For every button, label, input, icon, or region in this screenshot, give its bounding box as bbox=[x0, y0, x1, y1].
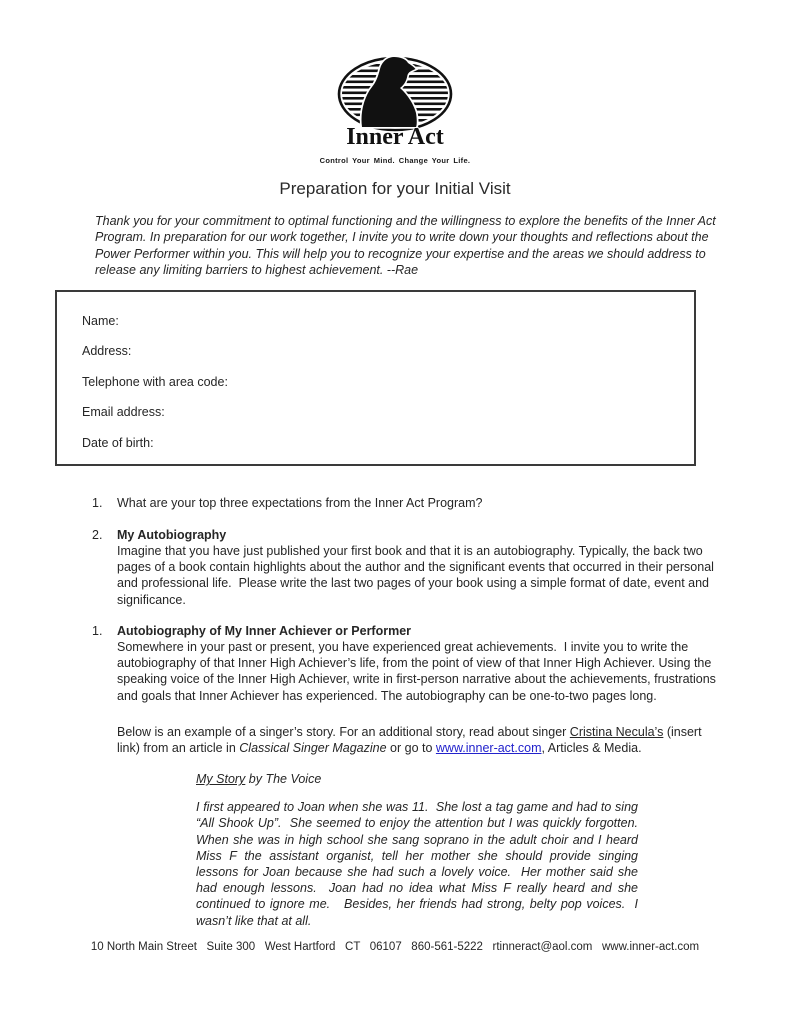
list-item-text: Imagine that you have just published your first book and that it is an autobiography. Typically, the back two pages of a book contain highlights about the author and the significant events that occurred in their personal and professional life. Please write the last two pages of your book using a simple format of date, event and significance. bbox=[117, 544, 718, 607]
story-title-byline: by The Voice bbox=[245, 772, 322, 787]
logo-wordmark: Inner Act bbox=[346, 124, 444, 150]
footer-contact-info: 10 North Main Street Suite 300 West Hartford CT 06107 860-561-5222 rtinneract@aol.com www.inner-act.com bbox=[90, 941, 700, 953]
example-text-1: Below is an example of a singer’s story. For an additional story, read about singer bbox=[117, 724, 570, 739]
telephone-field-label: Telephone with area code: bbox=[82, 374, 228, 389]
list-item-body bbox=[117, 623, 718, 704]
list-number: 1. bbox=[92, 623, 103, 638]
list-item-expectations bbox=[92, 495, 790, 511]
cristina-necula-link[interactable]: Cristina Necula’s bbox=[569, 724, 664, 739]
example-text-4: , Articles & Media. bbox=[541, 741, 642, 756]
list-item-body bbox=[117, 527, 718, 608]
list-item-heading: My Autobiography bbox=[117, 527, 227, 542]
story-body: I first appeared to Joan when she was 11. She lost a tag game and had to sing “All Shook Up”. She seemed to enjoy the attention but I was quickly forgotten. When she was in high school she sang soprano in the adult choir and I heard Miss F the assistant organist, tell her mother she should provide singing lessons for Joan because she had such a lovely voice. Her mother said she had enough lessons. Joan had no idea what Miss F really heard and she continued to ignore me. Besides, her friends had strong, belty pop voices. I wasn’t like that at all. bbox=[196, 800, 645, 928]
intro-paragraph: Thank you for your commitment to optimal functioning and the willingness to explore the benefits of the Inner Act Program. In preparation for our work together, I invite you to write down your thoughts and reflections about the Power Performer within you. This will help you to recognize your expertise and the areas we should address to release any limiting barriers to highest achievement. --Rae bbox=[95, 214, 720, 278]
list-item-text: What are your top three expectations from the Inner Act Program? bbox=[117, 495, 483, 510]
example-text-2: (insert link) from an article in bbox=[117, 724, 702, 756]
logo bbox=[0, 0, 790, 165]
magazine-name: Classical Singer Magazine bbox=[239, 741, 387, 756]
questions-list-2 bbox=[0, 623, 790, 704]
name-field-label: Name: bbox=[82, 313, 119, 328]
logo-tagline: Control Your Mind. Change Your Life. bbox=[319, 156, 471, 165]
inner-act-logo-icon bbox=[320, 55, 470, 151]
story-title bbox=[196, 772, 790, 786]
dob-field-label: Date of birth: bbox=[82, 435, 154, 450]
story-title-underlined: My Story bbox=[196, 772, 246, 787]
inner-act-website-link[interactable]: www.inner-act.com bbox=[435, 741, 542, 756]
list-item-inner-achiever-autobiography bbox=[92, 623, 790, 704]
list-item-text: Somewhere in your past or present, you have experienced great achievements. I invite you to write the autobiography of that Inner High Achiever’s life, from the point of view of that Inner High Achiever. Using the speaking voice of the Inner High Achiever, write in first-person narrative about the achievements, frustrations and goals that Inner Achiever has experienced. The autobiography can be one-to-two pages long. bbox=[117, 640, 720, 703]
address-field-label: Address: bbox=[82, 344, 132, 359]
list-number: 1. bbox=[92, 495, 103, 510]
page-title: Preparation for your Initial Visit bbox=[279, 179, 511, 198]
list-number: 2. bbox=[92, 527, 103, 542]
example-paragraph bbox=[117, 724, 718, 756]
example-text-3: or go to bbox=[386, 741, 436, 756]
questions-list-1 bbox=[0, 495, 790, 608]
personal-info-box bbox=[55, 290, 696, 466]
email-field-label: Email address: bbox=[82, 405, 165, 420]
list-item-my-autobiography bbox=[92, 527, 790, 608]
list-item-heading: Autobiography of My Inner Achiever or Performer bbox=[117, 623, 412, 638]
